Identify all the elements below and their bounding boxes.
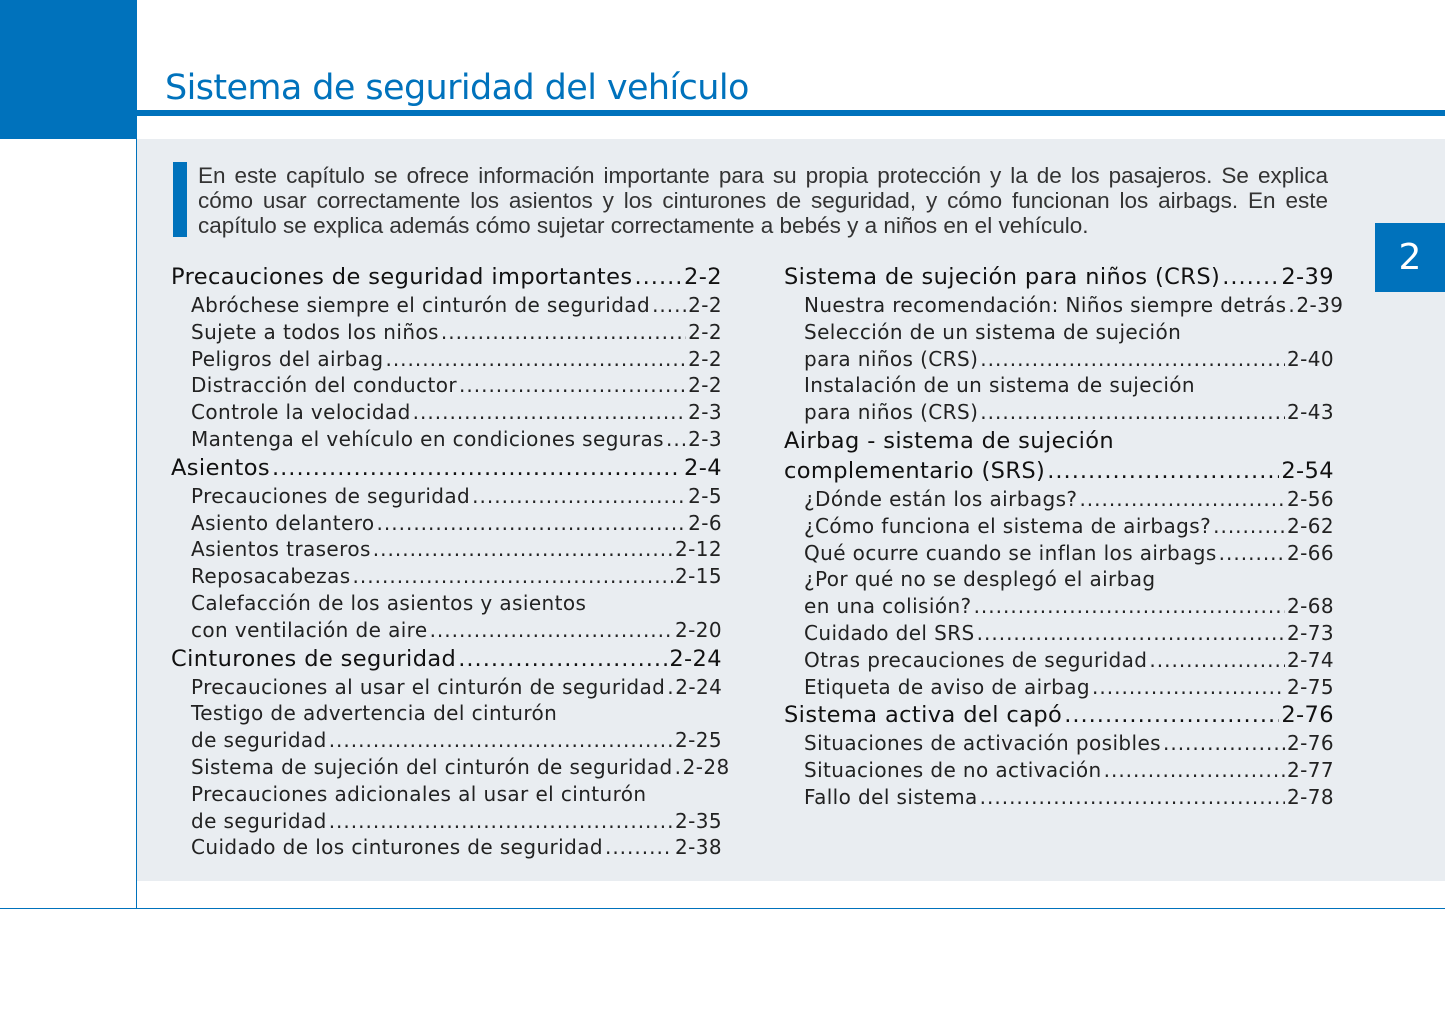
toc-page-number: 2-56 (1287, 486, 1334, 511)
toc-page-number: 2-2 (688, 346, 722, 371)
toc-subentry[interactable] (784, 757, 1334, 784)
toc-entry-label: Cuidado de los cinturones de seguridad (191, 835, 603, 860)
toc-page-number: 2-78 (1287, 784, 1334, 809)
toc-subentry[interactable] (171, 536, 722, 563)
toc-page-number: 2-68 (1287, 594, 1334, 619)
toc-subentry[interactable] (784, 346, 1334, 373)
toc-entry-label: para niños (CRS) (804, 346, 979, 371)
toc-entry-label: de seguridad (191, 728, 327, 753)
toc-subentry[interactable] (171, 700, 722, 727)
toc-entry-label: Sujete a todos los niños (191, 319, 439, 344)
toc-subentry[interactable] (171, 727, 722, 754)
toc-subentry[interactable] (784, 784, 1334, 811)
toc-entry-label: Testigo de advertencia del cinturón (191, 701, 558, 726)
toc-dot-leader (329, 727, 673, 754)
toc-dot-leader (1047, 456, 1279, 486)
toc-entry-label: Peligros del airbag (191, 346, 384, 371)
toc-entry-label: Airbag - sistema de sujeción (784, 427, 1115, 454)
toc-subentry[interactable] (171, 292, 722, 319)
toc-subentry[interactable] (784, 372, 1334, 399)
toc-subentry[interactable] (784, 566, 1334, 593)
toc-entry-label: Cinturones de seguridad (171, 645, 457, 672)
toc-page-number: 2-24 (669, 645, 722, 672)
toc-page-number: 2-3 (688, 426, 722, 451)
toc-section-entry[interactable] (784, 700, 1334, 730)
toc-entry-label: Sistema de sujeción para niños (CRS) (784, 264, 1221, 290)
toc-entry-label: Sistema de sujeción del cinturón de seguridad (191, 754, 673, 779)
toc-entry-label: ¿Cómo funciona el sistema de airbags? (804, 513, 1212, 538)
toc-dot-leader (977, 620, 1285, 647)
toc-dot-leader (430, 617, 673, 644)
toc-subentry[interactable] (171, 483, 722, 510)
toc-dot-leader (1149, 647, 1285, 674)
toc-subentry[interactable] (784, 513, 1334, 540)
toc-entry-label: Precauciones al usar el cinturón de seguridad (191, 674, 666, 699)
toc-page-number: 2-3 (688, 400, 722, 425)
toc-entry-label: Asientos traseros (191, 537, 371, 562)
toc-page-number: 2-2 (688, 373, 722, 398)
toc-subentry[interactable] (784, 647, 1334, 674)
toc-entry-label: Etiqueta de aviso de airbag (804, 674, 1091, 699)
toc-entry-label: Distracción del conductor (191, 373, 458, 398)
toc-section-entry[interactable] (784, 456, 1334, 486)
toc-subentry[interactable] (171, 319, 722, 346)
toc-dot-leader (652, 292, 686, 319)
toc-page-number: 2-4 (684, 454, 722, 481)
toc-dot-leader (272, 453, 682, 483)
toc-dot-leader (385, 346, 686, 373)
toc-subentry[interactable] (784, 674, 1334, 701)
toc-entry-label: Precauciones de seguridad importantes (171, 264, 633, 290)
toc-page-number: 2-40 (1287, 346, 1334, 371)
toc-dot-leader (1092, 674, 1285, 701)
toc-right-column (784, 262, 1344, 811)
toc-page-number: 2-43 (1287, 400, 1334, 425)
toc-subentry[interactable] (171, 754, 730, 781)
toc-subentry[interactable] (171, 563, 722, 590)
toc-subentry[interactable] (784, 292, 1344, 319)
toc-subentry[interactable] (171, 346, 722, 373)
toc-subentry[interactable] (784, 319, 1334, 346)
toc-page-number: 2-35 (675, 808, 722, 833)
toc-dot-leader (675, 754, 681, 781)
toc-page-number: 2-5 (688, 483, 722, 508)
toc-left-column (171, 262, 730, 861)
toc-subentry[interactable] (171, 372, 722, 399)
toc-page-number: 2-77 (1287, 758, 1334, 783)
toc-subentry[interactable] (784, 486, 1334, 513)
toc-page-number: 2-28 (682, 754, 730, 779)
toc-dot-leader (974, 593, 1285, 620)
toc-dot-leader (980, 399, 1285, 426)
toc-subentry[interactable] (171, 399, 722, 426)
toc-entry-label: Selección de un sistema de sujeción (804, 319, 1182, 344)
toc-entry-label: Mantenga el vehículo en condiciones seguras (191, 426, 664, 451)
toc-entry-label: para niños (CRS) (804, 400, 979, 425)
toc-entry-label: Sistema activa del capó (784, 702, 1063, 729)
toc-dot-leader (667, 674, 673, 701)
toc-subentry[interactable] (171, 808, 722, 835)
toc-dot-leader (634, 262, 682, 292)
toc-entry-label: Asiento delantero (191, 510, 375, 535)
toc-entry-label: ¿Dónde están los airbags? (804, 486, 1078, 511)
toc-entry-label: complementario (SRS) (784, 457, 1046, 484)
toc-section-entry[interactable] (784, 262, 1334, 292)
toc-subentry[interactable] (784, 730, 1334, 757)
toc-subentry[interactable] (171, 426, 722, 453)
toc-entry-label: en una colisión? (804, 594, 972, 619)
toc-page-number: 2-66 (1287, 540, 1334, 565)
toc-dot-leader (1163, 730, 1285, 757)
toc-dot-leader (980, 346, 1285, 373)
toc-dot-leader (353, 563, 673, 590)
toc-entry-label: Situaciones de no activación (804, 758, 1102, 783)
toc-entry-label: ¿Por qué no se desplegó el airbag (804, 567, 1156, 592)
toc-dot-leader (1213, 513, 1285, 540)
toc-page-number: 2-54 (1281, 457, 1334, 484)
toc-entry-label: con ventilación de aire (191, 617, 428, 642)
toc-page-number: 2-39 (1281, 264, 1334, 290)
toc-dot-leader (980, 784, 1285, 811)
toc-entry-label: Calefacción de los asientos y asientos (191, 590, 587, 615)
toc-dot-leader (413, 399, 686, 426)
toc-page-number: 2-6 (688, 510, 722, 535)
toc-section-entry[interactable] (171, 262, 722, 292)
toc-dot-leader (1222, 262, 1279, 292)
toc-page-number: 2-76 (1287, 731, 1334, 756)
toc-page-number: 2-74 (1287, 647, 1334, 672)
toc-entry-label: Precauciones de seguridad (191, 483, 471, 508)
toc-entry-label: Fallo del sistema (804, 784, 978, 809)
toc-dot-leader (666, 426, 686, 453)
toc-subentry[interactable] (171, 781, 722, 808)
corner-block (0, 0, 137, 139)
toc-entry-label: Qué ocurre cuando se inflan los airbags (804, 540, 1217, 565)
toc-section-entry[interactable] (171, 453, 722, 483)
toc-page-number: 2-25 (675, 728, 722, 753)
toc-subentry[interactable] (171, 834, 722, 861)
toc-section-entry[interactable] (784, 426, 1334, 456)
toc-dot-leader (329, 808, 673, 835)
toc-page-number: 2-20 (675, 617, 722, 642)
toc-page-number: 2-73 (1287, 620, 1334, 645)
toc-page-number: 2-2 (684, 264, 722, 290)
page-title: Sistema de seguridad del vehículo (165, 68, 749, 108)
toc-page-number: 2-75 (1287, 674, 1334, 699)
toc-dot-leader (459, 372, 686, 399)
toc-dot-leader (458, 644, 667, 674)
toc-dot-leader (1104, 757, 1285, 784)
toc-dot-leader (605, 834, 673, 861)
title-underline (137, 110, 1445, 116)
toc-subentry[interactable] (171, 674, 722, 701)
toc-entry-label: Precauciones adicionales al usar el cinturón (191, 781, 647, 806)
toc-dot-leader (373, 536, 673, 563)
toc-dot-leader (1064, 700, 1279, 730)
toc-entry-label: Nuestra recomendación: Niños siempre detrás (804, 293, 1287, 317)
intro-paragraph: En este capítulo se ofrece información importante para su propia protección y la de los pasajeros. Se explica cómo usar correctamente los asientos y los cinturones de seguridad, y cómo funcionan los airbags. En este capítulo se explica además cómo sujetar correctamente a bebés y a niños en el vehículo. (198, 163, 1328, 238)
toc-dot-leader (441, 319, 686, 346)
toc-subentry[interactable] (784, 540, 1334, 567)
toc-entry-label: Abróchese siempre el cinturón de seguridad (191, 293, 651, 317)
toc-entry-label: Controle la velocidad (191, 400, 411, 425)
toc-dot-leader (1288, 292, 1294, 319)
toc-subentry[interactable] (171, 510, 722, 537)
toc-entry-label: Cuidado del SRS (804, 620, 975, 645)
chapter-tab[interactable]: 2 (1375, 223, 1445, 292)
toc-subentry[interactable] (171, 590, 722, 617)
toc-subentry[interactable] (784, 593, 1334, 620)
toc-subentry[interactable] (171, 617, 722, 644)
toc-page-number: 2-2 (688, 319, 722, 344)
toc-entry-label: de seguridad (191, 808, 327, 833)
toc-page-number: 2-39 (1296, 293, 1344, 317)
toc-dot-leader (1219, 540, 1285, 567)
toc-page-number: 2-15 (675, 564, 722, 589)
toc-page-number: 2-2 (688, 293, 722, 317)
toc-page-number: 2-12 (675, 537, 722, 562)
toc-section-entry[interactable] (171, 644, 722, 674)
toc-page-number: 2-76 (1281, 702, 1334, 729)
toc-subentry[interactable] (784, 399, 1334, 426)
toc-entry-label: Instalación de un sistema de sujeción (804, 373, 1196, 398)
toc-entry-label: Asientos (171, 454, 270, 481)
toc-dot-leader (377, 510, 687, 537)
toc-page-number: 2-24 (675, 674, 723, 699)
toc-page-number: 2-38 (675, 835, 722, 860)
toc-page-number: 2-62 (1287, 513, 1334, 538)
toc-entry-label: Otras precauciones de seguridad (804, 647, 1148, 672)
toc-entry-label: Reposacabezas (191, 564, 351, 589)
toc-dot-leader (472, 483, 686, 510)
toc-entry-label: Situaciones de activación posibles (804, 731, 1161, 756)
toc-subentry[interactable] (784, 620, 1334, 647)
intro-accent-bar (173, 162, 187, 237)
footer-rule (0, 908, 1445, 909)
toc-dot-leader (1079, 486, 1285, 513)
